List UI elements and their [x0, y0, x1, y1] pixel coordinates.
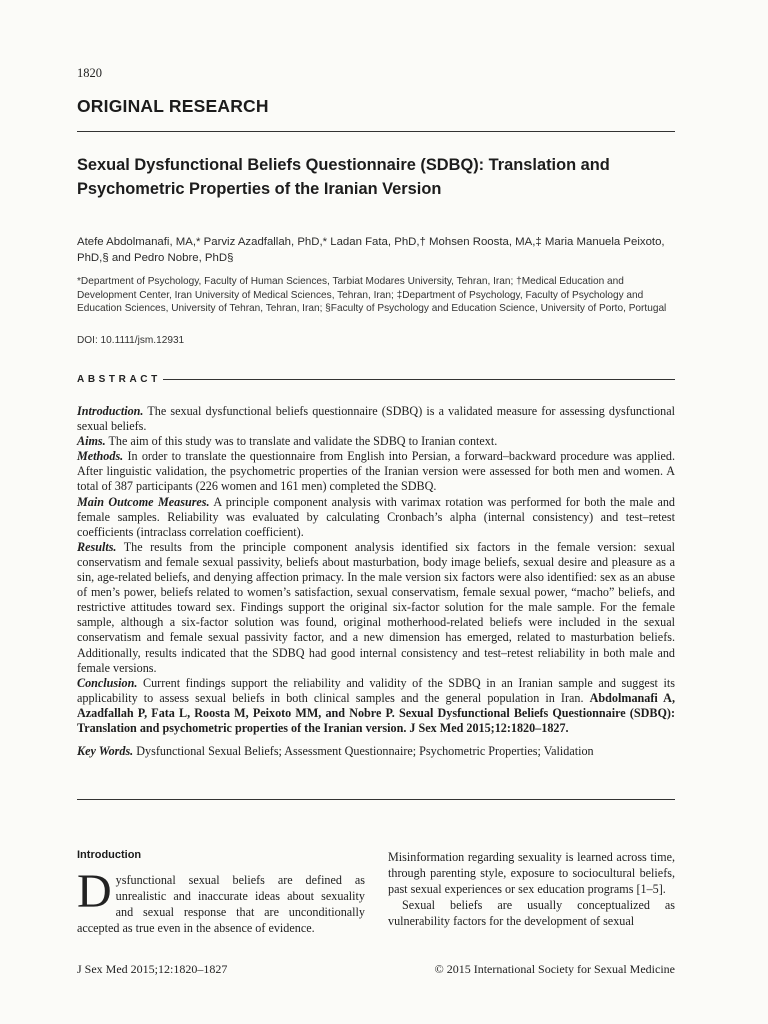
author-list: Atefe Abdolmanafi, MA,* Parviz Azadfallah, PhD,* Ladan Fata, PhD,† Mohsen Roosta, MA,‡ Maria Manuela Peixoto, PhD,§ and Pedro Nobre, PhD§	[77, 236, 665, 264]
abstract-introduction-label: Introduction.	[77, 404, 144, 418]
drop-cap: D	[77, 865, 112, 918]
header-divider	[77, 131, 675, 132]
abstract-keywords	[77, 744, 675, 759]
abstract-results-text: The results from the principle component analysis identified six factors in the female version: sexual conservatism and female sexual passivity, beliefs about masturbation, body image beliefs, sexual desire and pleasure as a sin, age-related beliefs, and denying affection primacy. In the male version six factors were also identified: sex as an abuse of men’s power, beliefs related to women’s satisfaction, sexual conservatism, female sexual power, “macho” beliefs, and restrictive attitudes toward sex. Findings support the original six-factor solution for the male sample. For the female sample, although a six-factor solution was found, original motherhood-related beliefs were included in the sexual conservatism and female sexual passivity factor, and a new dimension has emerged, related to masturbation beliefs. Additionally, results indicated that the SDBQ had good internal consistency and test–retest reliability in both male and female versions.	[77, 539, 675, 675]
abstract-heading-label: ABSTRACT	[77, 374, 161, 385]
abstract-citation: Abdolmanafi A, Azadfallah P, Fata L, Roosta M, Peixoto MM, and Nobre P. Sexual Dysfunctional Beliefs Questionnaire (SDBQ): Translation and psychometric properties of the Iranian version. J Sex Med 2015;12:1820–1827.	[77, 690, 675, 735]
abstract-methods-text: In order to translate the questionnaire from English into Persian, a forward–backward procedure was applied. After linguistic validation, the psychometric properties of the Iranian version were assessed for both men and women. A total of 387 participants (226 women and 161 men) completed the SDBQ.	[77, 449, 675, 494]
abstract-heading-rule	[163, 379, 675, 380]
article-title: Sexual Dysfunctional Beliefs Questionnaire (SDBQ): Translation and Psychometric Properties of the Iranian Version	[77, 156, 610, 198]
footer-copyright: © 2015 International Society for Sexual Medicine	[434, 962, 675, 976]
body-column-right	[388, 849, 675, 929]
body-column-left	[77, 849, 365, 936]
abstract-main-outcome-label: Main Outcome Measures.	[77, 494, 210, 509]
abstract-methods	[77, 449, 675, 494]
abstract-results-label: Results.	[77, 539, 117, 554]
abstract-body	[77, 404, 675, 759]
introduction-paragraph-1	[77, 865, 365, 936]
introduction-paragraph-2: Misinformation regarding sexuality is learned across time, through parenting style, exposure to sociocultural beliefs, past sexual experiences or sex education programs [1–5].	[388, 850, 675, 896]
introduction-heading: Introduction	[77, 849, 142, 861]
abstract-conclusion-label: Conclusion.	[77, 675, 138, 690]
abstract-aims	[77, 434, 675, 449]
abstract-main-outcome	[77, 495, 675, 540]
introduction-paragraph-3: Sexual beliefs are usually conceptualized as vulnerability factors for the development of sexual	[388, 898, 675, 928]
abstract-keywords-text: Dysfunctional Sexual Beliefs; Assessment Questionnaire; Psychometric Properties; Validation	[136, 744, 594, 759]
page-number: 1820	[77, 66, 102, 80]
abstract-keywords-label: Key Words.	[77, 744, 134, 759]
section-label: ORIGINAL RESEARCH	[77, 96, 269, 116]
affiliations: *Department of Psychology, Faculty of Human Sciences, Tarbiat Modares University, Tehran, Iran; †Medical Education and Development Center, Iran University of Medical Sciences, Tehran, Iran; ‡Department of Psychology, Faculty of Psychology and Education Sciences, University of Tehran, Tehran, Iran; §Faculty of Psychology and Education Science, University of Porto, Portugal	[77, 276, 667, 315]
abstract-aims-label: Aims.	[77, 434, 106, 449]
abstract-methods-label: Methods.	[77, 449, 124, 464]
footer-journal-citation: J Sex Med 2015;12:1820–1827	[77, 962, 228, 976]
abstract-divider	[77, 799, 675, 800]
introduction-paragraph-1-text: ysfunctional sexual beliefs are defined as unrealistic and inaccurate ideas about sexuality and sexual response that are unconditionally accepted as true even in the absence of evidence.	[77, 873, 365, 935]
abstract-results	[77, 540, 675, 676]
abstract-conclusion	[77, 676, 675, 736]
abstract-conclusion-text: Current findings support the reliability and validity of the SDBQ in an Iranian sample and suggest its applicability to assess sexual beliefs in both clinical samples and the general population in Iran.	[77, 675, 675, 705]
abstract-introduction	[77, 404, 675, 434]
abstract-introduction-text: The sexual dysfunctional beliefs questionnaire (SDBQ) is a validated measure for assessing dysfunctional sexual beliefs.	[77, 404, 675, 434]
abstract-heading	[77, 374, 675, 385]
abstract-aims-text: The aim of this study was to translate and validate the SDBQ to Iranian context.	[108, 434, 498, 449]
doi-link[interactable]: DOI: 10.1111/jsm.12931	[77, 335, 185, 346]
abstract-main-outcome-text: A principle component analysis with varimax rotation was performed for both the male and female samples. Reliability was evaluated by calculating Cronbach’s alpha (internal consistency) and test–retest coefficients (intraclass correlation coefficient).	[77, 494, 675, 539]
